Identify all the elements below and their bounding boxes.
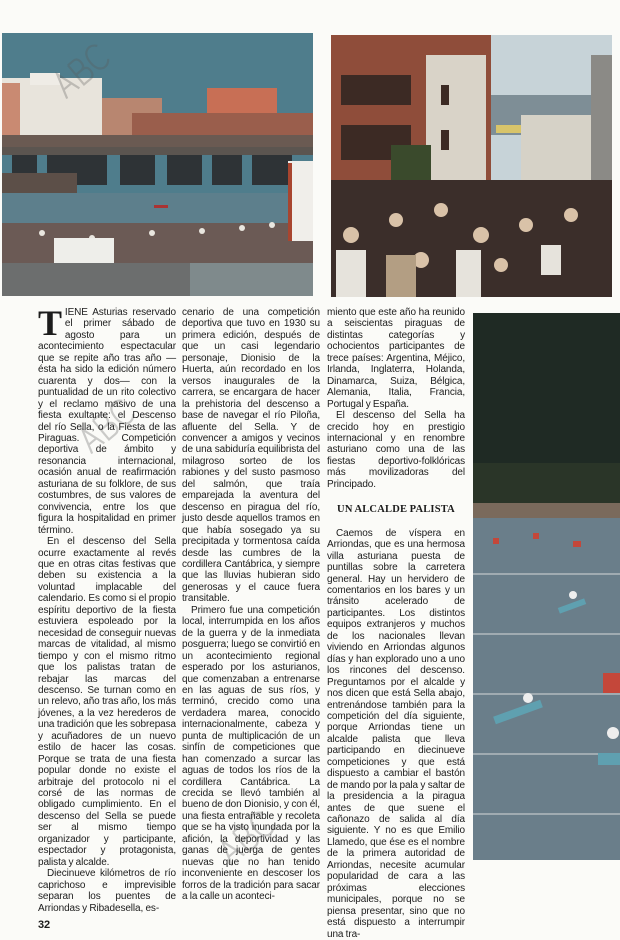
article-column-2 bbox=[182, 307, 320, 903]
paragraph-text: IENE Asturias reservado el primer sábado de agosto para un acontecimiento espectacular que se repite año tras año —ésta ha sido la edición número cuarenta y dos— con la puntualidad de un rito colectivo y el reclamo masivo de una fiesta exultante: el Descenso del río Sella, o la Fiesta de las Piraguas. Competición deportiva de ámbito y resonancia internacional, ocasión anual de reafirmación asturiana de su folklore, de sus costumbres, de sus valores de convivencia, entre los que figura la hospitalidad en primer término. bbox=[38, 307, 176, 536]
article-paragraph: Caemos de víspera en Arriondas, que es una hermosa villa asturiana puesta de puntillas sobre la carretera general. Hay un hervidero de comentarios en los bares y un tránsito acelerado de participantes. Los distintos equipos extranjeros y muchos de los nacionales llevan viviendo en Arriondas algunos días y han explorado uno a uno los rincones del descenso. Preguntamos por el alcalde y nos dicen que está Sella abajo, entrenándose también para la competición del día siguiente, porque Arriondas tiene un alcalde palista que lleva participando en diecinueve competiciones y que está dispuesto a cambiar el bastón de mando por la pala y saltar de la presidencia a la piragua antes de que suene el cañonazo de salida al día siguiente. Y no es que Emilio Llamedo, que ése es el nombre de la primera autoridad de Arriondas, necesite acumular popularidad de cara a las próximas elecciones municipales, porque no se piensa presentar, sino que no está dispuesto a interrumpir una tra- bbox=[327, 527, 465, 940]
article-paragraph: El descenso del Sella ha crecido hoy en prestigio internacional y en renombre asturiano como una de las fiestas deportivo-folklóricas más movilizadoras del Principado. bbox=[327, 410, 465, 490]
page-number: 32 bbox=[38, 919, 51, 932]
article-paragraph: En el descenso del Sella ocurre exactamente al revés que en otras citas festivas que deben su existencia a la voluntad implacable del calendario. Es como si el propio espíritu deportivo de la fiesta estuviera espoleado por la necesidad de conseguir nuevas marcas de vitalidad, al mismo tiempo y con el mismo ritmo que los palistas tratan de rebajar las marcas del descenso. Se turnan como en un relevo, año tras año, los más jóvenes, a la vez herederos de una tradición que les sobrepasa y acuñadores de un nuevo estilo de hacer las cosas. Porque se trata de una fiesta popular donde no existe el arbitraje del protocolo ni el corsé de las normas de obligado cumplimiento. En el descenso del Sella se puede ser al mismo tiempo organizador y participante, espectador y protagonista, palista y alcalde. bbox=[38, 536, 176, 868]
photo-kayak-race bbox=[473, 313, 620, 860]
article-paragraph: Diecinueve kilómetros de río caprichoso e imprevisible separan los puentes de Arriondas y Ribadesella, es- bbox=[38, 868, 176, 914]
article-paragraph: Primero fue una competición local, interrumpida en los años de la guerra y de la inmediata posguerra; luego se convirtió en un acontecimiento regional esperado por los asturianos, que comenzaban a entrenarse en las aguas de sus ríos, y terminó, crecido como una verdadera marea, conocido internacionalmente, cabeza y punta de multiplicación de un sinfín de competiciones que han comenzado a surcar las aguas de todos los ríos de la cordillera Cantábrica. La crecida se llevó también al bueno de don Dionisio, y con él, una fiesta entrañable y recoleta que se ha visto inundada por la afición, la deportividad y las ganas de juerga de gentes nuevas que no han tenido inconveniente en descoser los forros de la tradición para sacar a la calle un aconteci- bbox=[182, 604, 320, 903]
article-column-3 bbox=[327, 307, 465, 940]
photo-town-crowd bbox=[331, 35, 612, 297]
article-paragraph bbox=[38, 303, 176, 536]
article-paragraph: miento que este año ha reunido a seiscientas piraguas de distintas categorías y ochocientos participantes de trece países: Argentina, Méjico, Irlanda, Inglaterra, Holanda, Dinamarca, Suiza, Bélgica, Alemania, Italia, Francia, Portugal y España. bbox=[327, 307, 465, 410]
section-subheading: UN ALCALDE PALISTA bbox=[337, 504, 455, 516]
drop-cap: T bbox=[38, 303, 62, 343]
article-column-1 bbox=[38, 303, 176, 932]
photo-bridge-river-crowd bbox=[2, 33, 313, 296]
article-paragraph: cenario de una competición deportiva que tuvo en 1930 su primera edición, después de que un casi legendario personaje, Dionisio de la Huerta, aún recordado en los versos inaugurales de la carrera, se encargara de hacer la prehistoria del descenso a base de navegar el río Piloña, afluente del Sella. Y de convencer a amigos y vecinos de una sabiduría equilibrista del milagroso sorteo de los rabiones y del susto pasmoso del salmón, que traía emparejada la aventura del descenso en piragua del río, justo desde aquellos tramos en que había sosegado ya su precipitada y tormentosa caída desde las cumbres de la cordillera Cantábrica, y siempre que las lluvias hubieran sido generosas y el cauce fuera transitable. bbox=[182, 307, 320, 605]
